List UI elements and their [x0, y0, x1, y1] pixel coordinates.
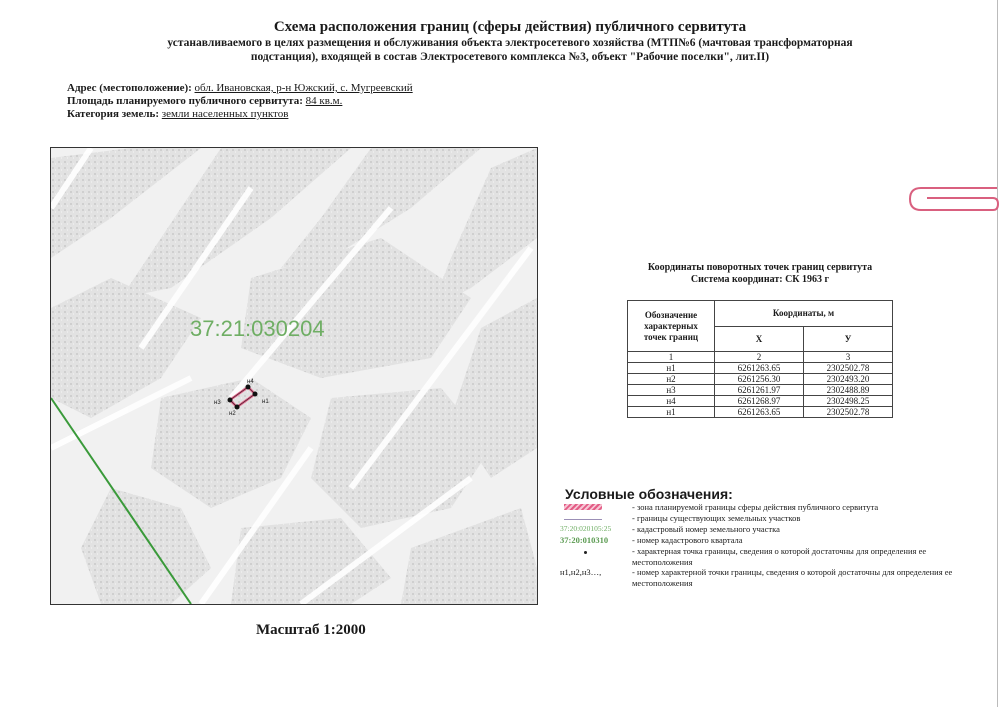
map-background	[51, 148, 537, 604]
cell-y: 2302493.20	[804, 374, 893, 385]
legend	[560, 502, 960, 588]
header-y: У	[804, 326, 893, 352]
address-label: Адрес (местоположение):	[67, 82, 192, 94]
cell-x: 6261261.97	[715, 385, 804, 396]
cell-y: 2302498.25	[804, 396, 893, 407]
col-num-3: 3	[804, 352, 893, 363]
table-row	[628, 374, 893, 385]
legend-key: 37:20:020105:25	[560, 524, 612, 533]
coords-title-line-1: Координаты поворотных точек границ сервитута	[647, 262, 873, 273]
table-row	[628, 385, 893, 396]
title-block	[150, 18, 870, 64]
cell-y: 2302502.78	[804, 363, 893, 374]
point-label-n1: н1	[262, 399, 269, 405]
parcel-line-swatch	[564, 519, 602, 520]
category-value: земли населенных пунктов	[161, 108, 289, 120]
point-n4	[246, 385, 251, 390]
coords-title	[620, 262, 900, 286]
scale-label: Масштаб 1:2000	[256, 622, 366, 638]
map-frame	[50, 147, 538, 605]
legend-item-point-marker	[560, 546, 960, 567]
legend-item-block-number	[560, 535, 960, 546]
cell-x: 6261263.65	[715, 407, 804, 418]
point-n2	[235, 405, 240, 410]
servitude-hatch-swatch	[564, 504, 602, 510]
legend-title: Условные обозначения:	[565, 486, 733, 502]
meta-info	[67, 82, 413, 121]
point-n3	[228, 398, 233, 403]
point-label-n4: н4	[247, 379, 254, 385]
paperclip-icon	[905, 182, 1000, 216]
area-value: 84 кв.м.	[305, 95, 343, 107]
title-subtitle-1: устанавливаемого в целях размещения и обслуживания объекта электросетевого хозяйства (МТП№6 (мачтовая трансформаторная	[167, 37, 853, 49]
legend-desc: - границы существующих земельных участков	[632, 513, 801, 523]
cell-y: 2302502.78	[804, 407, 893, 418]
cell-point: н1	[628, 407, 715, 418]
category-label: Категория земель:	[67, 108, 160, 120]
legend-key: 37:20:010310	[560, 535, 609, 545]
table-row	[628, 407, 893, 418]
coords-table	[627, 300, 893, 418]
header-coords: Координаты, м	[715, 301, 893, 327]
cell-x: 6261256.30	[715, 374, 804, 385]
title-subtitle-2: подстанция), входящей в состав Электросетевого комплекса №3, объект "Рабочие поселки", лит.II)	[250, 51, 770, 63]
header-point: Обозначение характерных точек границ	[628, 301, 715, 352]
legend-item-servitude	[560, 502, 960, 513]
address-row	[67, 82, 413, 95]
area-label: Площадь планируемого публичного сервитута:	[67, 95, 303, 107]
coords-header-row	[628, 301, 893, 327]
legend-item-point-number	[560, 567, 960, 588]
cadastral-block-label: 37:21:030204	[190, 316, 325, 341]
cell-x: 6261263.65	[715, 363, 804, 374]
header-x: X	[715, 326, 804, 352]
coords-title-line-2: Система координат: СК 1963 г	[690, 274, 830, 285]
cell-x: 6261268.97	[715, 396, 804, 407]
coords-colnum-row	[628, 352, 893, 363]
point-label-n3: н3	[214, 400, 221, 406]
legend-item-parcel-number	[560, 524, 960, 535]
area-row	[67, 95, 413, 108]
legend-item-parcel-boundary	[560, 513, 960, 524]
legend-desc: - номер характерной точки границы, сведения о которой достаточны для определения ее местоположения	[632, 567, 953, 588]
col-num-1: 1	[628, 352, 715, 363]
legend-key: н1,н2,н3…,	[560, 567, 602, 577]
page-title: Схема расположения границ (сферы действия) публичного сервитута	[273, 19, 747, 35]
category-row	[67, 108, 413, 121]
table-row	[628, 363, 893, 374]
cell-point: н2	[628, 374, 715, 385]
cell-y: 2302488.89	[804, 385, 893, 396]
cell-point: н4	[628, 396, 715, 407]
point-marker-icon	[584, 551, 587, 554]
legend-desc: - номер кадастрового квартала	[632, 535, 743, 545]
cell-point: н3	[628, 385, 715, 396]
page-edge	[997, 0, 998, 707]
point-label-n2: н2	[229, 411, 236, 417]
point-n1	[253, 392, 258, 397]
table-row	[628, 396, 893, 407]
legend-desc: - кадастровый номер земельного участка	[632, 524, 780, 534]
legend-desc: - характерная точка границы, сведения о которой достаточны для определения ее местоположения	[632, 546, 927, 567]
address-value: обл. Ивановская, р-н Южский, с. Мугреевский	[194, 82, 413, 94]
col-num-2: 2	[715, 352, 804, 363]
legend-desc: - зона планируемой границы сферы действия публичного сервитута	[632, 502, 879, 512]
cell-point: н1	[628, 363, 715, 374]
